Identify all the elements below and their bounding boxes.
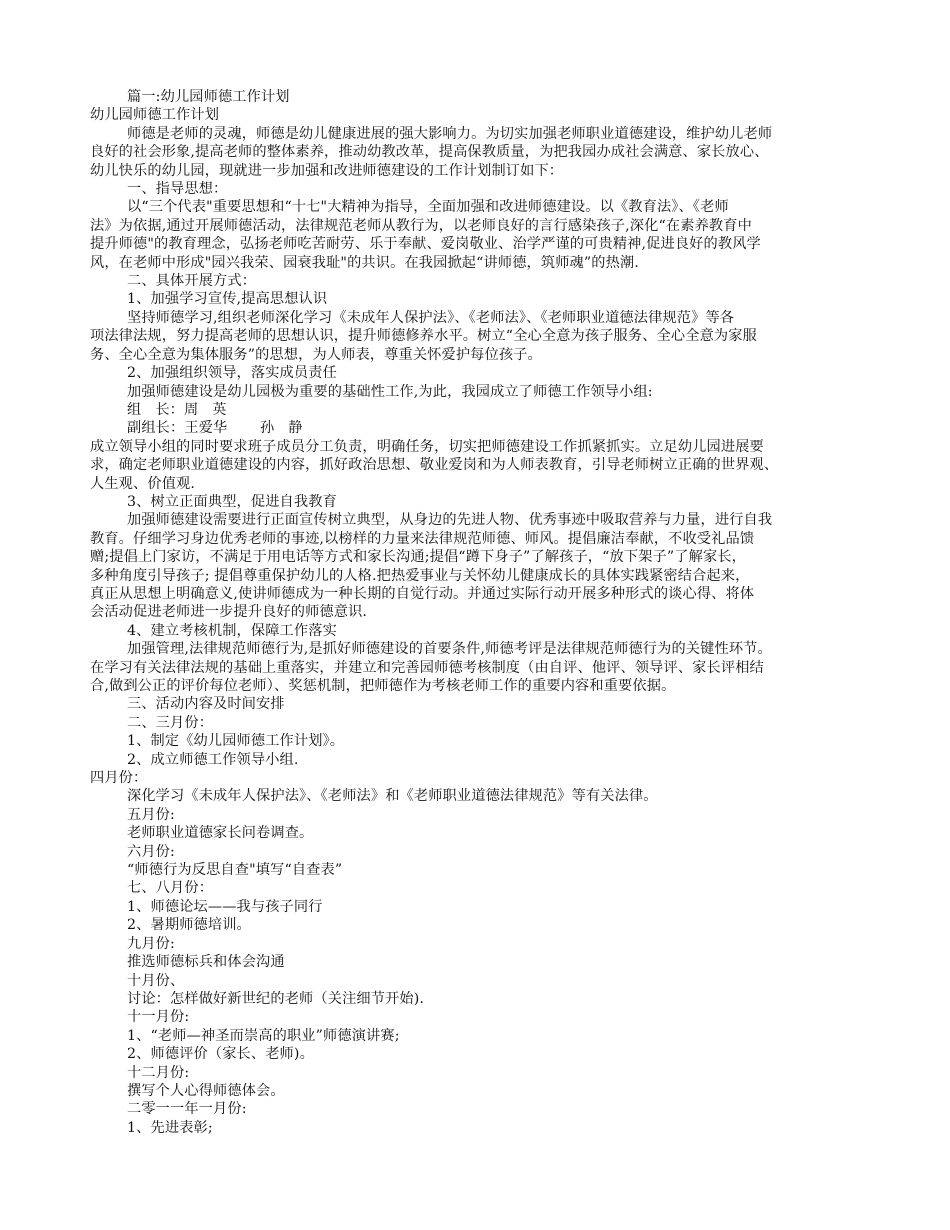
- text-line: 六月份:: [127, 843, 175, 860]
- text-line: 人生观、价值观.: [90, 475, 196, 492]
- text-line: 真正从思想上明确意义,使讲师德成为一种长期的自觉行动。并通过实际行动开展多种形式的谈心得、将体: [90, 585, 755, 602]
- document-body: [90, 88, 870, 1137]
- text-line: 赠;提倡上门家访，不满足于用电话等方式和家长沟通;提倡“蹲下身子”了解孩子，“放下架子”了解家长，: [90, 549, 746, 566]
- text-line: 求，确定老师职业道德建设的内容，抓好政治思想、敬业爱岗和为人师表教育，引导老师树立正确的世界观、: [90, 457, 779, 474]
- text-line: 撰写个人心得师德体会。: [127, 1082, 285, 1099]
- text-line: 坚持师德学习,组织老师深化学习《未成年人保护法》、《老师法》、《老师职业道德法律规范》等各: [127, 309, 735, 326]
- text-line: 三、活动内容及时间安排: [127, 696, 285, 713]
- text-line: 风，在老师中形成"园兴我荣、园衰我耻"的共识。在我园掀起“讲师德，筑师魂”的热潮.: [90, 254, 639, 271]
- text-line: 1、加强学习宣传,提高思想认识: [127, 291, 328, 308]
- text-line: 老师职业道德家长问卷调查。: [127, 825, 314, 842]
- document-title: 篇一:幼儿园师德工作计划: [127, 89, 290, 105]
- text-line: 提升师德"的教育理念，弘扬老师吃苦耐劳、乐于奉献、爱岗敬业、治学严谨的可贵精神,促进良好的教风学: [90, 236, 761, 253]
- text-line: 以“三个代表"重要思想和“十七"大精神为指导，全面加强和改进师德建设。以《教育法》、《老师: [127, 199, 729, 216]
- text-line: 推选师德标兵和体会沟通: [127, 954, 285, 971]
- text-line: 多种角度引导孩子; 提倡尊重保护幼儿的人格.把热爱事业与关怀幼儿健康成长的具体实践紧密结合起来，: [90, 567, 750, 584]
- text-line: 1、先进表彰;: [127, 1119, 213, 1136]
- text-line: 成立领导小组的同时要求班子成员分工负责，明确任务，切实把师德建设工作抓紧抓实。立足幼儿园进展要: [90, 438, 764, 455]
- text-line: 十一月份:: [127, 1009, 190, 1026]
- text-line: 1、师德论坛——我与孩子同行: [127, 898, 323, 915]
- text-line: 1、“老师—神圣而崇高的职业”师德演讲赛;: [127, 1027, 400, 1044]
- text-line: 务、全心全意为集体服务”的思想，为人师表，尊重关怀爱护每位孩子。: [90, 346, 542, 363]
- text-line: 加强管理,法律规范师德行为,是抓好师德建设的首要条件,师德考评是法律规范师德行为的关键性环节。: [127, 641, 772, 658]
- text-line: 二、具体开展方式：: [127, 273, 257, 290]
- text-line: 2、暑期师德培训。: [127, 917, 251, 934]
- text-line: 七、八月份：: [127, 880, 214, 897]
- text-line: 2、师德评价（家长、老师)。: [127, 1046, 314, 1063]
- text-line: 五月份:: [127, 806, 175, 823]
- text-line: 教育。仔细学习身边优秀老师的事迹,以榜样的力量来法律规范师德、师风。提倡廉洁奉献，不收受礼品馈: [90, 530, 755, 547]
- text-line: 四月份：: [90, 770, 148, 787]
- text-line: 项法律法规，努力提高老师的思想认识，提升师德修养水平。树立“全心全意为孩子服务、全心全意为家服: [90, 328, 757, 345]
- text-line: 2、加强组织领导，落实成员责任: [127, 365, 337, 382]
- text-line: 二、三月份：: [127, 714, 214, 731]
- text-line: 合,做到公正的评价每位老师）、奖惩机制，把师德作为考核老师工作的重要内容和重要依据。: [90, 678, 676, 694]
- text-line: 良好的社会形象,提高老师的整体素养，推动幼教改革，提高保教质量，为把我园办成社会满意、家长放心、: [90, 144, 769, 161]
- text-line: 幼儿快乐的幼儿园，现就进一步加强和改进师德建设的工作计划制订如下：: [90, 162, 564, 179]
- text-line: 十月份、: [127, 972, 185, 989]
- text-line: 深化学习《未成年人保护法》、《老师法》和《老师职业道德法律规范》等有关法律。: [127, 788, 658, 805]
- text-line: 加强师德建设需要进行正面宣传树立典型，从身边的先进人物、优秀事迹中吸取营养与力量，进行自我: [127, 512, 773, 529]
- text-line: 讨论：怎样做好新世纪的老师（关注细节开始).: [127, 990, 425, 1007]
- text-line: 4、建立考核机制，保障工作落实: [127, 622, 337, 639]
- text-line: 副组长：王爱华 孙 静: [127, 420, 303, 437]
- text-line: 3、树立正面典型，促进自我教育: [127, 493, 337, 510]
- text-line: 师德是老师的灵魂，师德是幼儿健康进展的强大影响力。为切实加强老师职业道德建设，维护幼儿老师: [127, 125, 773, 142]
- text-line: 1、制定《幼儿园师德工作计划》。: [127, 733, 345, 750]
- text-line: 在学习有关法律法规的基础上重落实，并建立和完善园师德考核制度（由自评、他评、领导评、家长评相结: [90, 659, 764, 676]
- text-line: 九月份:: [127, 935, 175, 952]
- text-line: 十二月份:: [127, 1064, 190, 1081]
- text-line: “师德行为反思自查"填写“自查表”: [127, 862, 343, 879]
- document-subtitle: 幼儿园师德工作计划: [90, 107, 220, 124]
- text-line: 二零一一年一月份:: [127, 1101, 247, 1118]
- text-line: 加强师德建设是幼儿园极为重要的基础性工作,为此，我园成立了师德工作领导小组:: [127, 383, 653, 400]
- text-line: 组 长：周 英: [127, 401, 227, 418]
- text-line: 会活动促进老师进一步提升良好的师德意识.: [90, 604, 368, 621]
- text-line: 2、成立师德工作领导小组.: [127, 751, 299, 768]
- text-line: 一、指导思想：: [127, 181, 228, 198]
- text-line: 法》为依据,通过开展师德活动，法律规范老师从教行为，以老师良好的言行感染孩子,深化“在素养教育中: [90, 217, 752, 234]
